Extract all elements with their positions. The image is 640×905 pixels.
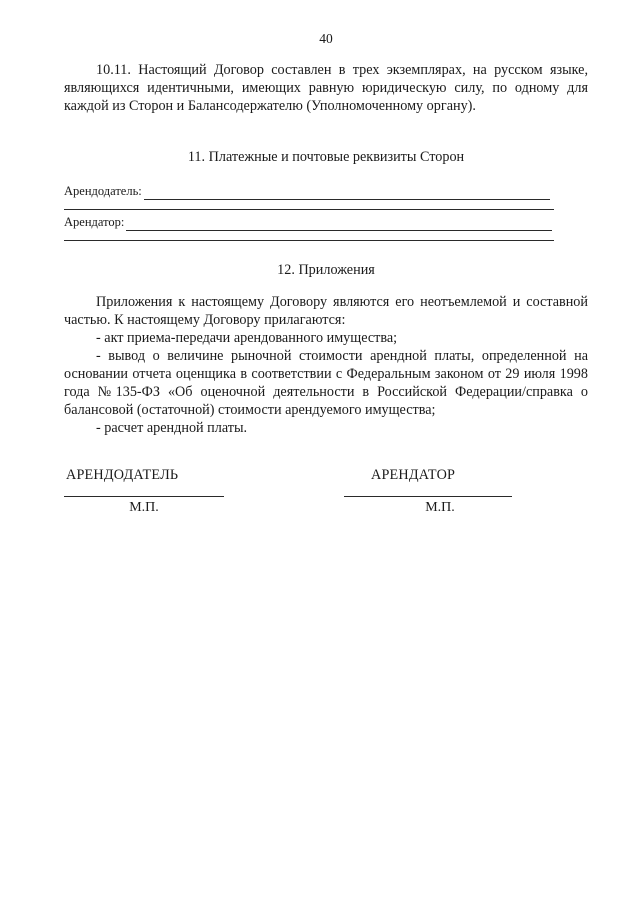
landlord-signature-title: АРЕНДОДАТЕЛЬ [66,467,179,483]
tenant-details-row [64,213,552,231]
appendix-list [64,329,588,437]
tenant-signature-title: АРЕНДАТОР [371,467,456,483]
appendix-item-acceptance-act: - акт приема-передачи арендованного имущества; [96,330,398,346]
appendix-intro: Приложения к настоящему Договору являются его неотъемлемой и составной частью. К настоящему Договору прилагаются: [64,294,588,328]
tenant-stamp-label: М.П. [425,500,455,515]
landlord-signature-line [64,496,224,497]
landlord-details-line-2 [64,209,554,210]
landlord-stamp-label: М.П. [129,500,159,515]
tenant-signature-block [344,466,512,517]
appendix-item-market-value: - вывод о величине рыночной стоимости арендной платы, определенной на основании отчета оценщика в соответствии с Федеральным законом от 29 июля 1998 года №135-ФЗ «Об оценочной деятельности в Российской Федерации/справка о балансовой (остаточной) стоимости арендуемого имущества; [64,348,588,418]
tenant-details-line-2 [64,240,554,241]
clause-10-11: 10.11. Настоящий Договор составлен в трех экземплярах, на русском языке, являющихся идентичными, имеющих равную юридическую силу, по одному для каждой из Сторон и Балансодержателю (Уполномоченному органу). [64,62,588,114]
landlord-details-line [144,186,550,200]
appendix-item-rent-calculation: - расчет арендной платы. [96,420,248,436]
section-12-heading: 12. Приложения [277,262,375,278]
landlord-label: Арендодатель: [64,184,142,198]
tenant-signature-line [344,496,512,497]
page-number: 40 [319,31,333,46]
section-11-heading: 11. Платежные и почтовые реквизиты Сторон [187,149,465,165]
tenant-label: Арендатор: [64,215,125,229]
tenant-details-line [126,217,552,231]
landlord-signature-block [64,466,224,517]
landlord-details-row [64,182,550,200]
